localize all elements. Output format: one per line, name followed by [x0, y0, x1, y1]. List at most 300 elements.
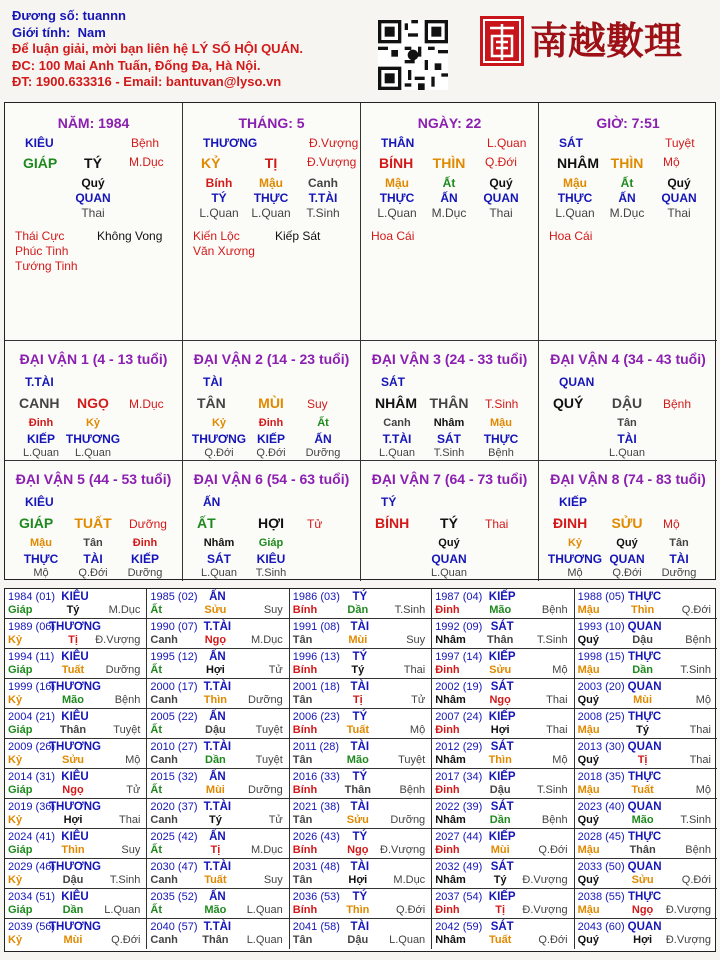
- year-label: 1999 (16): [8, 681, 56, 693]
- hidden-thap-than: TÀI: [617, 432, 637, 446]
- dai-van-title: ĐẠI VẬN 4 (34 - 43 tuổi): [550, 351, 706, 367]
- year-thap-than: T.TÀI: [203, 621, 232, 633]
- year-truong-sinh: Q.Đới: [681, 874, 711, 886]
- dai-van-truong-sinh: M.Dục: [129, 397, 164, 411]
- year-truong-sinh: M.Dục: [393, 874, 426, 886]
- year-label: 2005 (22): [150, 711, 198, 723]
- year-label: 2015 (32): [150, 771, 198, 783]
- year-can: Nhâm: [435, 634, 466, 646]
- year-thap-than: KIÊU: [61, 651, 89, 663]
- year-can: Quý: [577, 754, 599, 766]
- than-sat-star-2: Không Vong: [97, 229, 163, 243]
- pillar-thap-than: SÁT: [559, 136, 583, 150]
- year-cell: [432, 799, 574, 829]
- year-cell: [432, 589, 574, 619]
- year-label: 2002 (19): [435, 681, 483, 693]
- hidden-can: Mậu: [30, 537, 52, 549]
- year-chi: Thìn: [346, 904, 370, 916]
- hidden-truong-sinh: Thai: [667, 206, 691, 220]
- year-thap-than: ẤN: [209, 711, 226, 723]
- year-label: 2022 (39): [435, 801, 483, 813]
- pillar-thap-than: KIÊU: [25, 136, 54, 150]
- year-cell: [575, 619, 717, 649]
- dai-van-chi: TUẤT: [74, 515, 112, 531]
- hidden-thap-than: TÝ: [211, 191, 227, 205]
- year-thap-than: TÀI: [350, 921, 370, 933]
- year-label: 1984 (01): [8, 591, 56, 603]
- pillar-truong-sinh: Đ.Vượng: [309, 136, 359, 150]
- hidden-truong-sinh: Q.Đới: [78, 567, 108, 579]
- year-can: Mậu: [577, 844, 600, 856]
- year-thap-than: T.TÀI: [203, 741, 232, 753]
- year-can: Giáp: [8, 664, 33, 676]
- hidden-truong-sinh: L.Quan: [555, 206, 595, 220]
- pillar-cell-3: [361, 103, 539, 341]
- year-cell: [290, 649, 432, 679]
- year-truong-sinh: Q.Đới: [111, 934, 141, 946]
- year-chi: Tý: [66, 604, 80, 616]
- year-label: 2027 (44): [435, 831, 483, 843]
- dai-van-title: ĐẠI VẬN 6 (54 - 63 tuổi): [193, 471, 350, 487]
- hidden-truong-sinh: L.Quan: [608, 447, 646, 459]
- year-can: Nhâm: [435, 754, 466, 766]
- year-truong-sinh: T.Sinh: [537, 634, 568, 646]
- pillar-can: BÍNH: [379, 155, 414, 171]
- hidden-truong-sinh: T.Sinh: [306, 206, 340, 220]
- year-can: Tân: [292, 934, 313, 946]
- year-cell: [575, 649, 717, 679]
- hidden-thap-than: ẤN: [618, 191, 636, 205]
- year-cell: [290, 619, 432, 649]
- year-thap-than: SÁT: [490, 621, 514, 633]
- year-truong-sinh: M.Dục: [108, 604, 141, 616]
- dai-van-chi: TÝ: [440, 515, 458, 531]
- year-cell: [147, 739, 289, 769]
- pillar-truong-sinh-2: M.Dục: [129, 155, 164, 169]
- dai-van-chi: DẬU: [611, 395, 643, 411]
- year-label: 2037 (54): [435, 891, 483, 903]
- year-thap-than: QUAN: [627, 921, 662, 933]
- hidden-truong-sinh: Thai: [489, 206, 513, 220]
- year-truong-sinh: Q.Đới: [538, 844, 568, 856]
- year-cell: [290, 709, 432, 739]
- year-thap-than: QUAN: [627, 801, 662, 813]
- pillar-cell-4: [539, 103, 717, 341]
- year-chi: Mùi: [633, 694, 653, 706]
- year-truong-sinh: T.Sinh: [109, 874, 141, 886]
- year-truong-sinh: Dưỡng: [248, 784, 283, 796]
- year-can: Kỷ: [8, 934, 23, 946]
- year-can: Quý: [577, 934, 599, 946]
- year-truong-sinh: Suy: [263, 874, 283, 886]
- dai-van-cell-7: [361, 461, 539, 581]
- hidden-truong-sinh: L.Quan: [430, 567, 468, 579]
- pillar-truong-sinh: Tuyệt: [665, 136, 695, 150]
- year-thap-than: KIẾP: [488, 771, 516, 783]
- hidden-thap-than: THỰC: [379, 191, 415, 205]
- year-truong-sinh: Đ.Vượng: [380, 844, 426, 856]
- year-thap-than: KIÊU: [61, 831, 89, 843]
- hidden-truong-sinh: L.Quan: [22, 447, 60, 459]
- hidden-thap-than: SÁT: [207, 552, 231, 566]
- pillar-chi: THÌN: [610, 155, 644, 171]
- year-can: Đinh: [435, 784, 460, 796]
- dai-van-thap-than: T.TÀI: [25, 375, 54, 389]
- year-can: Kỷ: [8, 634, 23, 646]
- year-truong-sinh: L.Quan: [246, 904, 283, 916]
- year-cell: [575, 589, 717, 619]
- year-truong-sinh: Thai: [689, 724, 711, 736]
- year-label: 2019 (36): [8, 801, 56, 813]
- year-chi: Ngọ: [62, 784, 84, 796]
- year-can: Canh: [150, 634, 178, 646]
- year-can: Nhâm: [435, 934, 466, 946]
- year-chi: Tuất: [204, 874, 227, 886]
- year-thap-than: QUAN: [627, 681, 662, 693]
- year-chi: Hợi: [348, 874, 368, 886]
- year-cell: [147, 919, 289, 949]
- hidden-thap-than: SÁT: [437, 432, 461, 446]
- pillar-thap-than: THÂN: [381, 136, 415, 150]
- year-truong-sinh: Tử: [126, 784, 141, 796]
- year-cell: [147, 769, 289, 799]
- year-cell: [5, 739, 147, 769]
- pillar-truong-sinh-2: Mộ: [663, 155, 680, 169]
- year-label: 2033 (50): [577, 861, 625, 873]
- hidden-truong-sinh: Mộ: [567, 567, 583, 579]
- year-chi: Thân: [344, 784, 371, 796]
- year-truong-sinh: M.Dục: [251, 634, 283, 646]
- year-can: Mậu: [577, 664, 600, 676]
- pillar-chart: [4, 102, 716, 580]
- pillar-title: THÁNG: 5: [238, 115, 305, 131]
- year-can: Đinh: [435, 664, 460, 676]
- year-chi: Dần: [489, 814, 511, 826]
- year-truong-sinh: Dưỡng: [390, 814, 426, 826]
- year-label: 1996 (13): [292, 651, 340, 663]
- year-label: 1990 (07): [150, 621, 198, 633]
- hidden-can: Đinh: [28, 417, 54, 429]
- year-can: Quý: [577, 694, 599, 706]
- year-thap-than: KIÊU: [61, 771, 89, 783]
- year-can: Quý: [577, 634, 599, 646]
- pillar-can: KỶ: [201, 155, 221, 171]
- year-chi: Thìn: [61, 844, 85, 856]
- year-chi: Tý: [208, 814, 222, 826]
- hidden-can: Nhâm: [203, 537, 235, 549]
- year-label: 2043 (60): [577, 921, 625, 933]
- year-can: Giáp: [8, 844, 33, 856]
- year-can: Bính: [292, 844, 318, 856]
- year-can: Ất: [150, 844, 162, 856]
- year-can: Giáp: [8, 904, 33, 916]
- year-label: 2030 (47): [150, 861, 198, 873]
- year-thap-than: KIẾP: [488, 651, 516, 663]
- year-thap-than: THỰC: [628, 771, 662, 783]
- hidden-thap-than: KIẾP: [256, 432, 286, 446]
- year-can: Giáp: [8, 724, 33, 736]
- year-label: 2009 (26): [8, 741, 56, 753]
- dai-van-cell-1: [5, 341, 183, 461]
- year-chi: Thìn: [630, 604, 655, 616]
- year-cell: [147, 709, 289, 739]
- hidden-thap-than: QUAN: [661, 191, 697, 205]
- year-truong-sinh: Đ.Vượng: [522, 904, 568, 916]
- year-thap-than: KIÊU: [61, 891, 89, 903]
- value-gioi-tinh: Nam: [77, 24, 106, 40]
- year-can: Đinh: [435, 604, 460, 616]
- year-thap-than: THỰC: [628, 831, 662, 843]
- hidden-thap-than: KIẾP: [26, 432, 56, 446]
- year-can: Đinh: [435, 904, 460, 916]
- year-chi: Dần: [632, 664, 653, 676]
- year-can: Giáp: [8, 784, 33, 796]
- than-sat-star-2: Kiếp Sát: [275, 229, 321, 243]
- year-label: 2038 (55): [577, 891, 625, 903]
- hidden-truong-sinh: M.Dục: [431, 206, 467, 220]
- pillar-chi: TÝ: [84, 155, 102, 171]
- dai-van-can: ĐINH: [553, 515, 588, 531]
- than-sat-star: Phúc Tinh: [15, 244, 69, 258]
- year-thap-than: ẤN: [209, 831, 226, 843]
- hidden-thap-than: QUAN: [483, 191, 519, 205]
- year-chi: Tý: [636, 724, 650, 736]
- year-thap-than: T.TÀI: [203, 681, 232, 693]
- year-thap-than: KIẾP: [488, 711, 516, 723]
- year-chi: Mão: [62, 694, 84, 706]
- year-truong-sinh: Đ.Vượng: [522, 874, 568, 886]
- year-chi: Tuất: [488, 934, 512, 946]
- year-truong-sinh: Bệnh: [685, 634, 711, 646]
- dai-van-truong-sinh: Mộ: [663, 517, 680, 531]
- year-can: Tân: [292, 754, 313, 766]
- year-can: Mậu: [577, 904, 600, 916]
- qr-code-icon[interactable]: [378, 20, 448, 90]
- year-can: Đinh: [435, 724, 460, 736]
- year-label: 2000 (17): [150, 681, 198, 693]
- hidden-can: Quý: [81, 176, 105, 190]
- year-can: Tân: [292, 874, 313, 886]
- pillar-cell-1: [5, 103, 183, 341]
- year-thap-than: THỰC: [628, 891, 662, 903]
- hidden-can: Tân: [83, 537, 103, 549]
- year-thap-than: T.TÀI: [203, 801, 232, 813]
- year-cell: [290, 829, 432, 859]
- year-label: 1994 (11): [8, 651, 55, 663]
- year-cell: [5, 589, 147, 619]
- value-duong-so: tuannn: [82, 8, 126, 23]
- year-truong-sinh: Thai: [403, 664, 426, 676]
- dai-van-title: ĐẠI VẬN 3 (24 - 33 tuổi): [371, 351, 528, 367]
- year-label: 2007 (24): [435, 711, 483, 723]
- than-sat-star: Thái Cực: [15, 229, 65, 243]
- year-can: Kỷ: [8, 754, 23, 766]
- year-table: [4, 588, 716, 952]
- year-label: 2018 (35): [577, 771, 625, 783]
- dai-van-chi: MÙI: [258, 395, 284, 411]
- year-cell: [5, 709, 147, 739]
- hidden-truong-sinh: L.Quan: [200, 567, 238, 579]
- year-cell: [147, 649, 289, 679]
- hidden-truong-sinh: Dưỡng: [127, 567, 163, 579]
- hidden-can: Kỷ: [85, 417, 101, 429]
- year-cell: [575, 829, 717, 859]
- year-chi: Mão: [489, 604, 512, 616]
- year-truong-sinh: Đ.Vượng: [665, 904, 711, 916]
- dai-van-cell-5: [5, 461, 183, 581]
- year-thap-than: THƯƠNG: [49, 741, 101, 753]
- year-label: 2026 (43): [292, 831, 340, 843]
- year-cell: [290, 739, 432, 769]
- hidden-truong-sinh: Thai: [81, 206, 105, 220]
- year-truong-sinh: Mộ: [552, 754, 568, 766]
- hidden-thap-than: KIẾP: [130, 552, 160, 566]
- year-chi: Dậu: [632, 634, 653, 646]
- hidden-thap-than: TÀI: [669, 552, 689, 566]
- year-can: Kỷ: [8, 694, 23, 706]
- year-thap-than: THỰC: [628, 591, 662, 603]
- year-chi: Thân: [487, 634, 514, 646]
- year-thap-than: KIÊU: [61, 711, 89, 723]
- year-truong-sinh: L.Quan: [389, 934, 426, 946]
- year-label: 1988 (05): [577, 591, 625, 603]
- hidden-truong-sinh: Q.Đới: [204, 447, 234, 459]
- year-label: 1991 (08): [292, 621, 340, 633]
- hidden-can: Mậu: [490, 417, 512, 429]
- hidden-can: Mậu: [563, 176, 587, 190]
- year-thap-than: TÀI: [350, 801, 370, 813]
- year-cell: [432, 619, 574, 649]
- hidden-truong-sinh: T.Sinh: [433, 447, 465, 459]
- hidden-truong-sinh: Q.Đới: [612, 567, 642, 579]
- hidden-can: Ất: [620, 176, 634, 190]
- year-can: Bính: [292, 904, 318, 916]
- year-cell: [290, 769, 432, 799]
- dai-van-can: TÂN: [197, 395, 226, 411]
- year-chi: Mão: [631, 814, 654, 826]
- hidden-can: Canh: [308, 176, 338, 190]
- hidden-thap-than: THỰC: [253, 191, 289, 205]
- dai-van-cell-3: [361, 341, 539, 461]
- year-chi: Dậu: [489, 784, 511, 796]
- year-thap-than: KIẾP: [488, 591, 516, 603]
- year-chi: Tị: [352, 694, 363, 706]
- year-chi: Dần: [347, 604, 369, 616]
- hidden-thap-than: THƯƠNG: [65, 432, 121, 446]
- year-chi: Mão: [204, 904, 227, 916]
- hidden-thap-than: QUAN: [431, 552, 467, 566]
- dai-van-chi: NGỌ: [77, 395, 109, 411]
- year-truong-sinh: Thai: [546, 694, 568, 706]
- hidden-can: Tân: [617, 417, 637, 429]
- year-label: 2025 (42): [150, 831, 198, 843]
- hidden-truong-sinh: Bệnh: [488, 447, 514, 459]
- than-sat-star: Hoa Cái: [371, 229, 415, 243]
- year-truong-sinh: Suy: [263, 604, 283, 616]
- year-truong-sinh: Dưỡng: [248, 694, 283, 706]
- year-chi: Tuất: [346, 724, 369, 736]
- year-chi: Mùi: [63, 934, 83, 946]
- dai-van-cell-8: [539, 461, 717, 581]
- pillar-can: GIÁP: [23, 155, 58, 171]
- year-chi: Sửu: [204, 604, 227, 616]
- hidden-can: Quý: [616, 537, 638, 549]
- logo-text: 南越數理: [530, 18, 683, 63]
- year-cell: [5, 649, 147, 679]
- year-thap-than: SÁT: [490, 921, 514, 933]
- dai-van-truong-sinh: T.Sinh: [485, 397, 519, 411]
- year-thap-than: QUAN: [627, 621, 662, 633]
- dai-van-thap-than: ẤN: [203, 495, 221, 509]
- year-label: 2014 (31): [8, 771, 56, 783]
- year-chi: Dần: [205, 754, 226, 766]
- year-truong-sinh: Đ.Vượng: [95, 634, 141, 646]
- year-thap-than: THỰC: [628, 651, 662, 663]
- hidden-can: Kỷ: [567, 537, 583, 549]
- year-can: Bính: [292, 604, 318, 616]
- year-truong-sinh: Mộ: [552, 664, 568, 676]
- dai-van-can: NHÂM: [375, 395, 417, 411]
- year-label: 1985 (02): [150, 591, 198, 603]
- year-cell: [432, 829, 574, 859]
- year-truong-sinh: Tử: [411, 694, 426, 706]
- year-thap-than: KIẾP: [488, 831, 516, 843]
- year-chi: Tý: [493, 874, 507, 886]
- pillar-title: NGÀY: 22: [417, 115, 482, 131]
- year-can: Canh: [150, 694, 178, 706]
- year-chi: Mùi: [205, 784, 225, 796]
- year-can: Ất: [150, 724, 162, 736]
- hidden-can: Canh: [383, 417, 411, 429]
- year-can: Bính: [292, 724, 318, 736]
- year-label: 2034 (51): [8, 891, 56, 903]
- year-truong-sinh: Mộ: [695, 784, 711, 796]
- dai-van-thap-than: TÝ: [381, 495, 397, 509]
- year-chi: Dậu: [62, 874, 84, 886]
- year-chi: Tị: [637, 754, 648, 766]
- year-label: 2023 (40): [577, 801, 625, 813]
- dai-van-title: ĐẠI VẬN 5 (44 - 53 tuổi): [15, 471, 172, 487]
- hidden-thap-than: QUAN: [75, 191, 111, 205]
- year-chi: Dần: [62, 904, 84, 916]
- header-info: [12, 8, 303, 91]
- year-truong-sinh: Tuyệt: [255, 754, 283, 766]
- year-can: Mậu: [577, 784, 600, 796]
- hidden-can: Quý: [667, 176, 691, 190]
- year-cell: [147, 589, 289, 619]
- year-truong-sinh: Đ.Vượng: [665, 934, 711, 946]
- year-thap-than: THƯƠNG: [49, 921, 101, 933]
- year-chi: Hợi: [205, 664, 225, 676]
- year-thap-than: TÝ: [352, 891, 368, 903]
- hidden-truong-sinh: L.Quan: [199, 206, 239, 220]
- hidden-truong-sinh: Q.Đới: [256, 447, 286, 459]
- year-cell: [290, 679, 432, 709]
- year-chi: Tị: [210, 844, 221, 856]
- logo-seal-icon: [478, 12, 708, 70]
- pillar-chi: THÌN: [432, 155, 466, 171]
- hidden-truong-sinh: T.Sinh: [255, 567, 287, 579]
- hidden-truong-sinh: Dưỡng: [305, 447, 341, 459]
- year-cell: [432, 919, 574, 949]
- dai-van-thap-than: QUAN: [559, 375, 595, 389]
- year-cell: [147, 859, 289, 889]
- year-label: 2042 (59): [435, 921, 483, 933]
- hidden-truong-sinh: Dưỡng: [661, 567, 697, 579]
- year-truong-sinh: Q.Đới: [538, 934, 568, 946]
- year-chi: Thìn: [203, 694, 227, 706]
- year-label: 2040 (57): [150, 921, 198, 933]
